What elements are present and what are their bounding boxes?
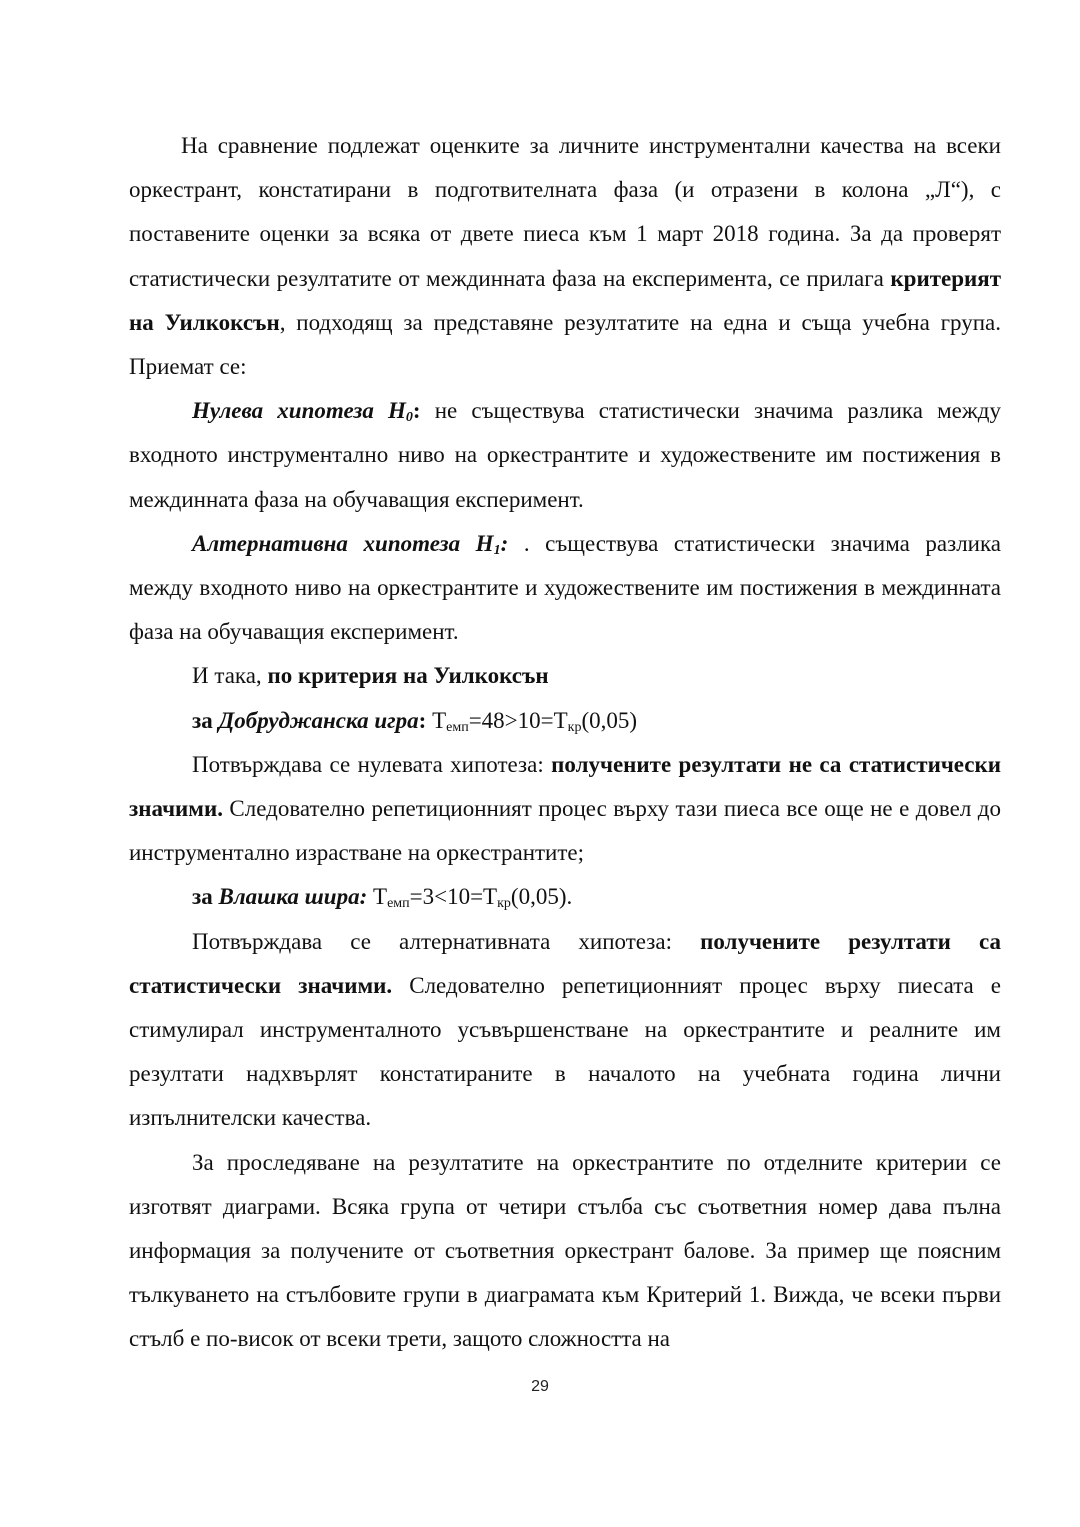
piece-name-vlashka: Влашка шира:	[218, 884, 368, 910]
page-number: 29	[531, 1378, 549, 1395]
paragraph-so-by-criterion: И така, по критерия на Уилкоксън	[192, 663, 549, 689]
null-hypothesis-label: Нулева хипотеза $H_0$	[192, 398, 413, 426]
piece-name-dobrudzhanska: Добруджанска игра	[218, 707, 419, 733]
document-body	[129, 124, 1001, 1362]
paragraph-comparison: На сравнение подлежат оценките за личните инструментални качества на всеки оркестрант, констатирани в подготвителната фаза (и отразени в колона „Л“), с поставените оценки за всяка от двете пиеса към 1 март 2018 година. За да проверят статистически резултатите от междинната фаза на експеримента, се прилага критерият на Уилкоксън, подходящ за представяне резултатите на една и съща учебна група. Приемат се:	[129, 133, 1001, 380]
result-vlashka-shira: за Влашка шира: $T_{емп}=3<10=T_{кр}(0,05)$.	[192, 884, 573, 912]
wilcoxon-criterion-bold: критерият на Уилкоксън	[129, 265, 1001, 335]
paragraph-null-confirmed: Потвърждава се нулевата хипотеза: получените резултати не са статистически значими. Следователно репетиционният процес върху тази пиеса все още не е довел до инструментално израстване на оркестрантите;	[129, 751, 1001, 866]
alternative-hypothesis-label: Алтернативна хипотеза $H_1$:	[192, 530, 509, 558]
paragraph-null-hypothesis: Нулева хипотеза $H_0$: не съществува статистически значима разлика между входното инструментално ниво на оркестрантите и художествените им постижения в междинната фаза на обучаващия експеримент.	[129, 398, 1001, 512]
paragraph-alternative-confirmed: Потвърждава се алтернативната хипотеза: получените резултати са статистически значими. Следователно репетиционният процес върху пиесата е стимулирал инструменталното усъвършенстване на оркестрантите и реалните им резултати надхвърлят констатираните в началото на учебната година лични изпълнителски качества.	[129, 928, 1002, 1131]
result-dobrudzhanska-igra: за Добруджанска игра: $T_{емп}=48>10=T_{кр}(0,05)$	[192, 707, 638, 735]
paragraph-alternative-hypothesis: Алтернативна хипотеза $H_1$: . съществува статистически значима разлика между входното ниво на оркестрантите и художествените им постижения в междинната фаза на обучаващия експеримент.	[129, 530, 1002, 645]
paragraph-diagrams: За проследяване на резултатите на оркестрантите по отделните критерии се изготвят диаграми. Всяка група от четири стълба със съответния номер дава пълна информация за получените от съответния оркестрант балове. За пример ще поясним тълкуването на стълбовите групи в диаграмата към Критерий 1. Вижда, че всеки първи стълб е по-висок от всеки трети, защото сложността на	[129, 1149, 1001, 1352]
